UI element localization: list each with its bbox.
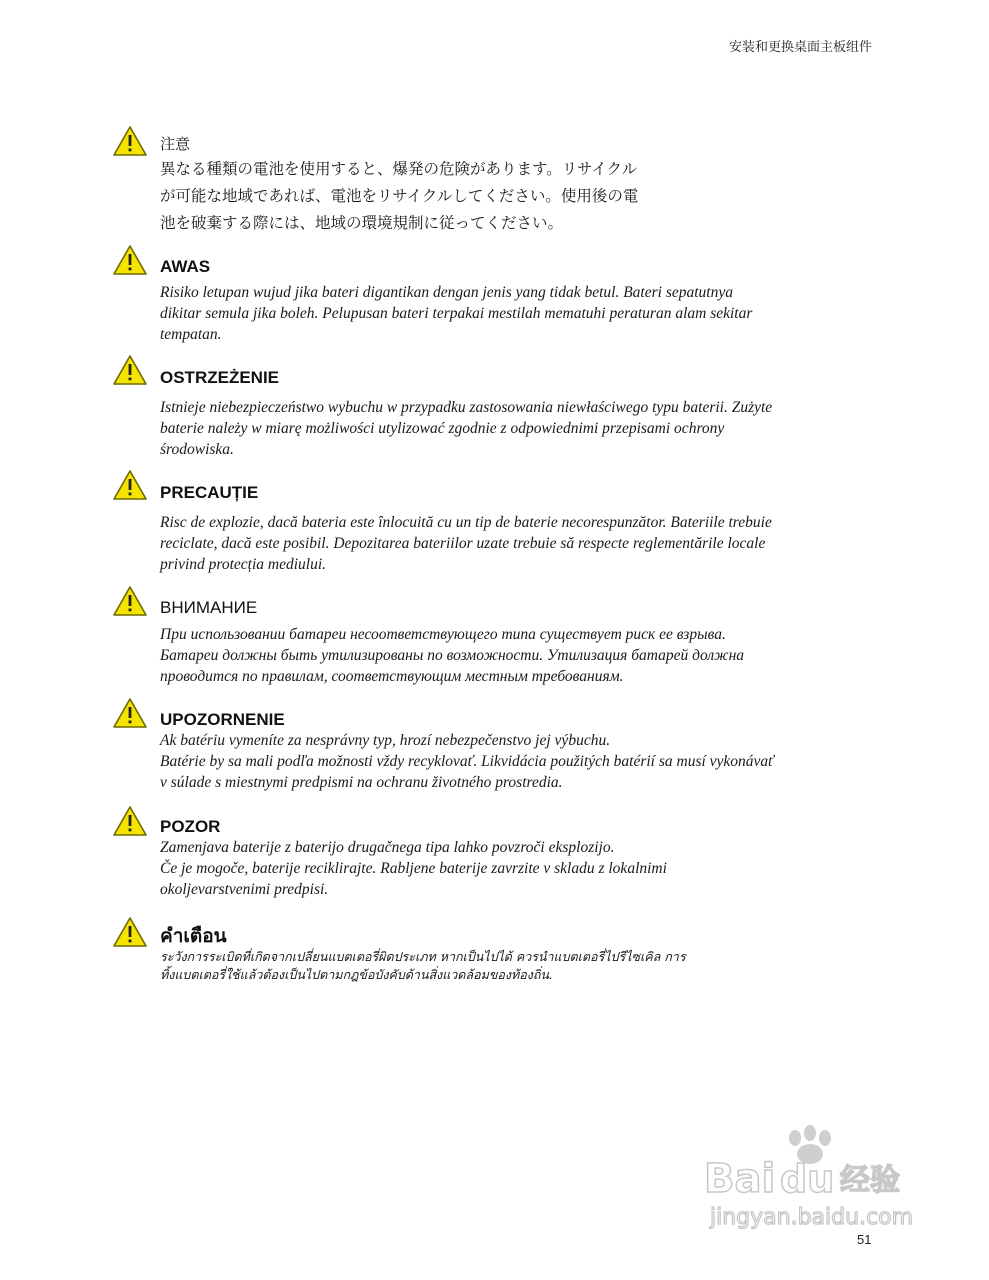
warning-text-line: dikitar semula jika boleh. Pelupusan bateri terpakai mestilah mematuhi peraturan alam sekitar bbox=[160, 305, 753, 322]
warning-text-line: reciclate, dacă este posibil. Depozitarea bateriilor uzate trebuie să respecte reglementările locale bbox=[160, 535, 766, 552]
warning-text bbox=[160, 282, 832, 345]
warning-text-line: 異なる種類の電池を使用すると、爆発の危険があります。リサイクル bbox=[160, 160, 638, 178]
warning-text-line: Батареи должны быть утилизированы по возможности. Утилизация батарей должна bbox=[160, 647, 745, 664]
svg-text:经验: 经验 bbox=[840, 1163, 900, 1198]
warning-triangle-icon bbox=[112, 354, 148, 386]
warning-title: 注意 bbox=[160, 135, 191, 153]
warning-triangle-icon bbox=[112, 697, 148, 729]
warning-text-line: środowiska. bbox=[160, 441, 234, 458]
warning-text-line: ทิ้งแบตเตอรี่ใช้แล้วต้องเป็นไปตามกฎข้อบังคับด้านสิ่งแวดล้อมของท้องถิ่น. bbox=[160, 967, 553, 982]
warning-text bbox=[160, 397, 832, 460]
warning-text-line: Če je mogoče, baterije reciklirajte. Rabljene baterije zavrzite v skladu z lokalnimi bbox=[160, 860, 667, 877]
warning-triangle-icon bbox=[112, 916, 148, 948]
warning-triangle-icon bbox=[112, 244, 148, 276]
warning-text bbox=[160, 730, 832, 793]
warning-title: ВНИМАНИЕ bbox=[160, 598, 258, 617]
warning-text-line: Istnieje niebezpieczeństwo wybuchu w przypadku zastosowania niewłaściwego typu baterii. Zużyte bbox=[160, 399, 773, 416]
warning-text-line: okoljevarstvenimi predpisi. bbox=[160, 881, 329, 898]
svg-text:Bai: Bai bbox=[704, 1156, 776, 1202]
svg-text:du: du bbox=[780, 1157, 835, 1201]
warning-block-slovak bbox=[112, 697, 832, 793]
warning-triangle-icon bbox=[112, 125, 148, 157]
warning-block-japanese bbox=[112, 125, 832, 237]
baidu-watermark bbox=[700, 1120, 940, 1230]
warning-text-line: tempatan. bbox=[160, 326, 222, 343]
warning-block-romanian bbox=[112, 469, 832, 575]
warning-block-thai bbox=[112, 916, 832, 984]
warning-title: PRECAUȚIE bbox=[160, 483, 259, 502]
warning-text-line: Risiko letupan wujud jika bateri digantikan dengan jenis yang tidak betul. Bateri sepatutnya bbox=[160, 284, 733, 301]
svg-text:jingyan.baidu.com: jingyan.baidu.com bbox=[710, 1205, 914, 1230]
warning-triangle-icon bbox=[112, 469, 148, 501]
warning-text-line: v súlade s miestnymi predpismi na ochranu životného prostredia. bbox=[160, 774, 563, 791]
warning-text bbox=[160, 512, 832, 575]
warning-text-line: baterie należy w miarę możliwości utylizować zgodnie z odpowiednimi przepisami ochrony bbox=[160, 420, 725, 437]
warning-text-line: 池を破棄する際には、地域の環境規制に従ってください。 bbox=[160, 214, 564, 232]
warning-text-line: проводится по правилам, соответствующим местным требованиям. bbox=[160, 668, 624, 685]
warning-block-russian bbox=[112, 585, 832, 687]
warning-text-line: privind protecția mediului. bbox=[160, 556, 327, 573]
warning-text bbox=[160, 624, 832, 687]
warning-triangle-icon bbox=[112, 585, 148, 617]
warning-text bbox=[160, 156, 832, 237]
warning-text-line: Ak batériu vymeníte za nesprávny typ, hrozí nebezpečenstvo jej výbuchu. bbox=[160, 732, 611, 749]
warning-triangle-icon bbox=[112, 805, 148, 837]
warning-text-line: При использовании батареи несоответствующего типа существует риск ее взрыва. bbox=[160, 626, 726, 643]
warning-title: POZOR bbox=[160, 817, 221, 836]
warning-block-slovenian bbox=[112, 805, 832, 900]
warning-text bbox=[160, 948, 832, 984]
warning-text-line: Batérie by sa mali podľa možnosti vždy recyklovať. Likvidácia použitých batérií sa musí vykonávať bbox=[160, 753, 774, 770]
warning-text-line: ระวังการระเบิดที่เกิดจากเปลี่ยนแบตเตอรี่ผิดประเภท หากเป็นไปได้ ควรนำแบตเตอรี่ไปรีไซเคิล การ bbox=[160, 949, 686, 964]
warning-title: AWAS bbox=[160, 257, 211, 276]
warning-text bbox=[160, 837, 832, 900]
warning-block-malay bbox=[112, 244, 832, 345]
warning-title: OSTRZEŻENIE bbox=[160, 368, 280, 387]
warning-title: คำเตือน bbox=[160, 925, 227, 947]
section-header: 安装和更换桌面主板组件 bbox=[728, 40, 872, 55]
warning-text-line: が可能な地域であれば、電池をリサイクルしてください。使用後の電 bbox=[160, 187, 639, 205]
warning-text-line: Zamenjava baterije z baterijo drugačnega tipa lahko povzroči eksplozijo. bbox=[160, 839, 615, 856]
page-number: 51 bbox=[857, 1232, 872, 1247]
warning-title: UPOZORNENIE bbox=[160, 710, 285, 729]
warning-block-polish bbox=[112, 354, 832, 460]
warning-text-line: Risc de explozie, dacă bateria este înlocuită cu un tip de baterie necorespunzător. Bateriile trebuie bbox=[160, 514, 772, 531]
